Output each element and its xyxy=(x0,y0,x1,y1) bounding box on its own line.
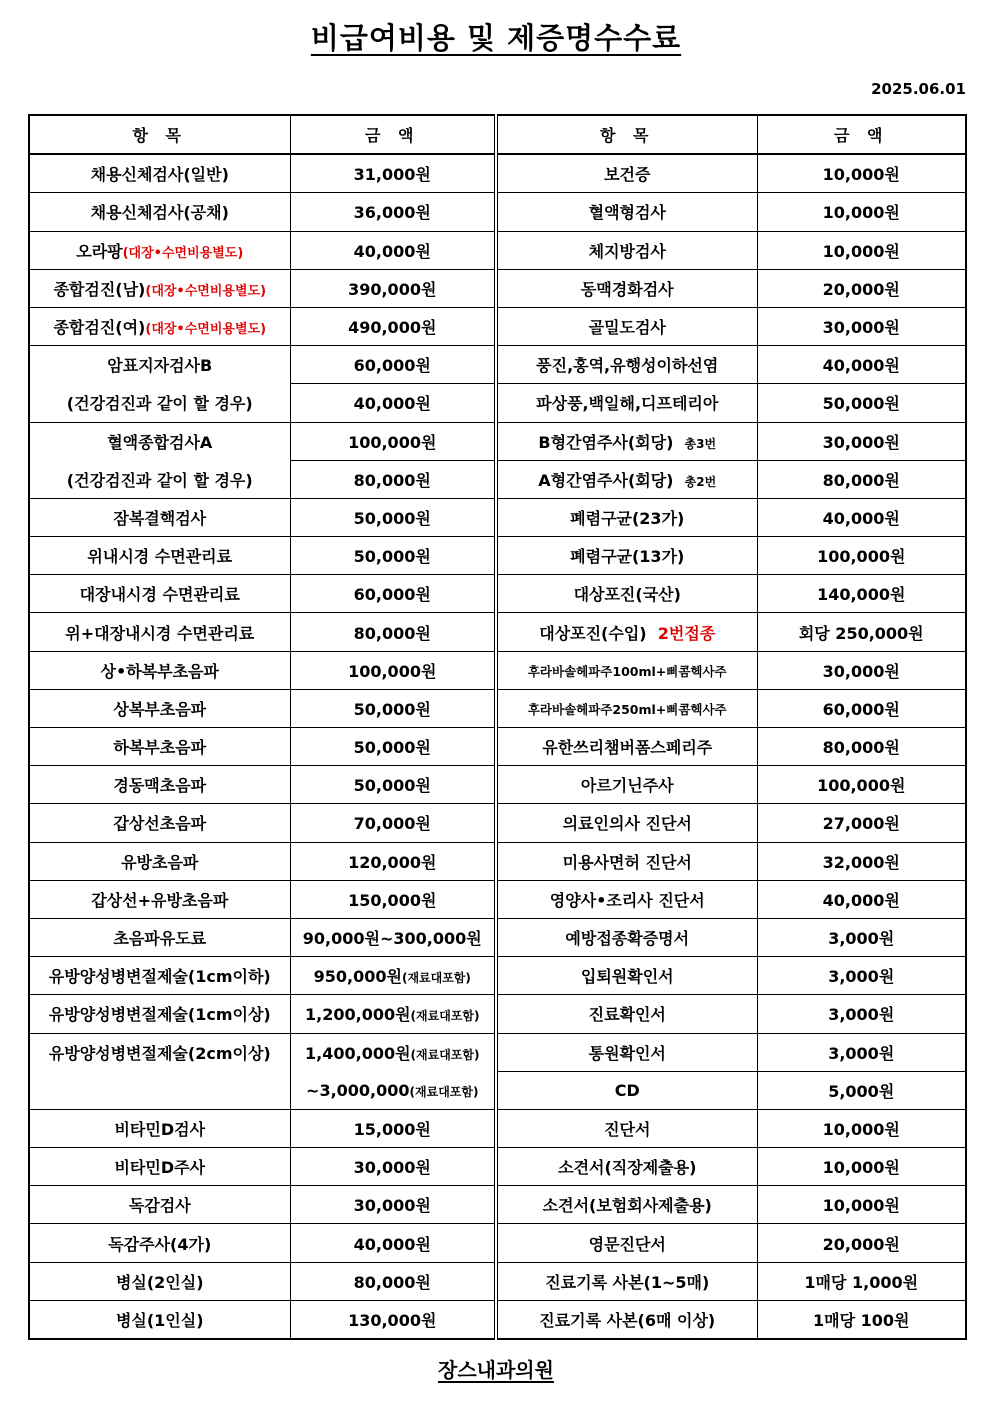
table-row xyxy=(29,575,966,613)
left-item-label: 상•하복부초음파 xyxy=(100,661,219,681)
left-amount-value: 40,000원 xyxy=(353,241,431,261)
right-amount-cell xyxy=(757,880,966,918)
left-amount-value: 130,000원 xyxy=(348,1310,437,1330)
right-item-cell xyxy=(496,880,757,918)
right-item-cell xyxy=(496,307,757,345)
right-item-label: 영양사•조리사 진단서 xyxy=(549,890,705,910)
right-amount-value: 10,000원 xyxy=(822,1119,900,1139)
left-item-label: 비타민D주사 xyxy=(114,1158,206,1178)
table-row xyxy=(29,880,966,918)
left-item-cell xyxy=(29,804,290,842)
left-amount-cell xyxy=(290,1186,496,1224)
table-row xyxy=(29,766,966,804)
right-amount-value: 100,000원 xyxy=(817,547,906,567)
left-amount-cell xyxy=(290,880,496,918)
left-amount-value: 950,000원 xyxy=(313,967,402,987)
right-item-label: 진단서 xyxy=(604,1119,651,1139)
right-item-cell xyxy=(496,498,757,536)
table-row xyxy=(29,460,966,498)
left-amount-value: 50,000원 xyxy=(353,738,431,758)
right-item-cell xyxy=(496,689,757,727)
right-amount-value: 80,000원 xyxy=(822,738,900,758)
table-row xyxy=(29,804,966,842)
left-item-cell xyxy=(29,728,290,766)
left-item-label: 병실(2인실) xyxy=(115,1272,204,1292)
right-item-label: 진료기록 사본(6매 이상) xyxy=(539,1310,716,1330)
left-amount-value: 490,000원 xyxy=(348,318,437,338)
left-amount-cell xyxy=(290,689,496,727)
left-item-label: 비타민D검사 xyxy=(114,1119,206,1139)
left-item-cell xyxy=(29,498,290,536)
left-item-cell xyxy=(29,1300,290,1339)
right-amount-value: 80,000원 xyxy=(822,470,900,490)
left-item-cell xyxy=(29,880,290,918)
left-item-label: 경동맥초음파 xyxy=(113,776,207,796)
fee-table xyxy=(28,114,967,1340)
right-amount-value: 40,000원 xyxy=(822,890,900,910)
left-amount-value: 60,000원 xyxy=(353,585,431,605)
left-item-cell xyxy=(29,154,290,193)
left-item-cell xyxy=(29,422,290,460)
left-amount-value: 90,000원~300,000원 xyxy=(302,929,482,949)
left-item-label: 오라팡 xyxy=(76,241,123,261)
left-amount-value: 30,000원 xyxy=(353,1158,431,1178)
left-amount-cell xyxy=(290,231,496,269)
right-amount-cell xyxy=(757,1109,966,1147)
left-item-cell xyxy=(29,957,290,995)
right-amount-cell xyxy=(757,1148,966,1186)
left-amount-value: 40,000원 xyxy=(353,1234,431,1254)
right-item-label: 혈액형검사 xyxy=(588,203,666,223)
left-amount-cell xyxy=(290,804,496,842)
right-item-cell xyxy=(496,384,757,422)
right-amount-cell xyxy=(757,995,966,1033)
left-item-label: 유방양성병변절제술(2cm이상) xyxy=(48,1043,271,1063)
right-item-label: 입퇴원확인서 xyxy=(580,967,674,987)
right-item-cell xyxy=(496,1300,757,1339)
left-amount-cell xyxy=(290,995,496,1033)
right-amount-value: 3,000원 xyxy=(828,967,895,987)
left-item-label: 유방양성병변절제술(1cm이하) xyxy=(48,967,271,987)
table-row xyxy=(29,1300,966,1339)
left-item-cell xyxy=(29,1186,290,1224)
left-amount-cell xyxy=(290,1224,496,1262)
right-amount-value: 5,000원 xyxy=(828,1081,895,1101)
table-row xyxy=(29,422,966,460)
left-item-label: 암표지자검사B xyxy=(107,356,213,376)
right-item-label: 후라바솔헤파주100ml+삐콤헥사주 xyxy=(527,663,727,679)
right-amount-value: 1매당 1,000원 xyxy=(804,1272,919,1292)
right-amount-cell xyxy=(757,346,966,384)
left-item-label: 혈액종합검사A xyxy=(107,432,213,452)
table-row xyxy=(29,689,966,727)
right-item-label: 동맥경화검사 xyxy=(580,279,674,299)
right-amount-cell xyxy=(757,918,966,956)
right-amount-value: 60,000원 xyxy=(822,699,900,719)
left-item-label: 채용신체검사(일반) xyxy=(90,165,229,185)
left-item-note: (대장•수면비용별도) xyxy=(145,283,267,299)
left-amount-cell xyxy=(290,154,496,193)
left-item-cell xyxy=(29,766,290,804)
right-amount-value: 100,000원 xyxy=(817,776,906,796)
right-item-label: 폐렴구균(23가) xyxy=(570,508,685,528)
left-item-label: 초음파유도료 xyxy=(113,929,207,949)
left-item-label: 유방초음파 xyxy=(121,852,199,872)
left-amount-cell xyxy=(290,498,496,536)
table-row xyxy=(29,1148,966,1186)
header-item-right: 항 목 xyxy=(496,115,757,154)
left-amount-value: 100,000원 xyxy=(348,661,437,681)
right-amount-value: 30,000원 xyxy=(822,318,900,338)
left-item-label: 상복부초음파 xyxy=(113,699,207,719)
left-item-cell xyxy=(29,1262,290,1300)
right-amount-cell xyxy=(757,384,966,422)
left-amount-value: 80,000원 xyxy=(353,623,431,643)
right-item-label: 후라바솔헤파주250ml+삐콤헥사주 xyxy=(527,701,727,717)
left-item-label: 잠복결핵검사 xyxy=(113,508,207,528)
left-amount-cell xyxy=(290,842,496,880)
left-item-label: (건강검진과 같이 할 경우) xyxy=(66,470,253,490)
right-amount-value: 40,000원 xyxy=(822,508,900,528)
right-amount-value: 20,000원 xyxy=(822,1234,900,1254)
right-item-note: 총3번 xyxy=(684,436,717,451)
table-row xyxy=(29,842,966,880)
right-amount-cell xyxy=(757,1033,966,1071)
right-amount-value: 3,000원 xyxy=(828,929,895,949)
left-item-cell xyxy=(29,193,290,231)
left-amount-value: 60,000원 xyxy=(353,356,431,376)
left-amount-cell xyxy=(290,613,496,651)
left-amount-cell xyxy=(290,918,496,956)
right-amount-cell xyxy=(757,422,966,460)
left-amount-value: 120,000원 xyxy=(348,852,437,872)
left-amount-cell xyxy=(290,1262,496,1300)
right-amount-cell xyxy=(757,154,966,193)
left-item-cell xyxy=(29,651,290,689)
right-item-label: 파상풍,백일해,디프테리아 xyxy=(536,394,719,414)
left-amount-value: 30,000원 xyxy=(353,1196,431,1216)
right-item-cell xyxy=(496,804,757,842)
left-item-label: 유방양성병변절제술(1cm이상) xyxy=(48,1005,271,1025)
right-item-cell xyxy=(496,575,757,613)
left-amount-note: (재료대포함) xyxy=(410,1047,480,1062)
left-amount-note: (재료대포함) xyxy=(409,1084,479,1099)
right-amount-cell xyxy=(757,231,966,269)
left-item-cell xyxy=(29,460,290,498)
right-amount-cell xyxy=(757,651,966,689)
table-row xyxy=(29,918,966,956)
table-row xyxy=(29,1224,966,1262)
table-row xyxy=(29,1262,966,1300)
table-row xyxy=(29,537,966,575)
left-amount-value: 80,000원 xyxy=(353,470,431,490)
left-amount-cell xyxy=(290,346,496,384)
right-amount-cell xyxy=(757,957,966,995)
right-amount-cell xyxy=(757,575,966,613)
right-item-note: 2번접종 xyxy=(657,623,716,643)
header-amount-right: 금 액 xyxy=(757,115,966,154)
left-item-label: 독감검사 xyxy=(128,1196,191,1216)
right-item-label: A형간염주사(회당) xyxy=(538,470,674,490)
right-item-cell xyxy=(496,193,757,231)
left-amount-cell xyxy=(290,384,496,422)
header-amount-left: 금 액 xyxy=(290,115,496,154)
left-item-label: 채용신체검사(공채) xyxy=(90,203,229,223)
right-amount-value: 30,000원 xyxy=(822,661,900,681)
left-item-cell xyxy=(29,384,290,422)
right-item-label: B형간염주사(회당) xyxy=(538,432,674,452)
table-row xyxy=(29,1071,966,1109)
left-amount-cell xyxy=(290,193,496,231)
left-amount-cell xyxy=(290,651,496,689)
left-item-cell xyxy=(29,537,290,575)
left-amount-cell xyxy=(290,1033,496,1071)
left-amount-value: 50,000원 xyxy=(353,699,431,719)
left-item-cell xyxy=(29,1109,290,1147)
table-header-row xyxy=(29,115,966,154)
left-amount-value: 1,200,000원 xyxy=(305,1005,411,1025)
left-amount-value: 50,000원 xyxy=(353,547,431,567)
right-amount-cell xyxy=(757,728,966,766)
right-item-cell xyxy=(496,231,757,269)
right-amount-cell xyxy=(757,1262,966,1300)
right-item-label: 진료확인서 xyxy=(588,1005,666,1025)
right-amount-value: 10,000원 xyxy=(822,241,900,261)
left-item-cell xyxy=(29,1071,290,1109)
left-amount-value: 1,400,000원 xyxy=(305,1043,411,1063)
table-row xyxy=(29,231,966,269)
left-amount-cell xyxy=(290,1071,496,1109)
right-item-cell xyxy=(496,1186,757,1224)
right-amount-cell xyxy=(757,1186,966,1224)
table-row xyxy=(29,269,966,307)
left-item-cell xyxy=(29,1224,290,1262)
left-amount-cell xyxy=(290,269,496,307)
right-amount-cell xyxy=(757,269,966,307)
left-item-label: 갑상선+유방초음파 xyxy=(91,890,229,910)
left-amount-cell xyxy=(290,728,496,766)
right-item-cell xyxy=(496,1033,757,1071)
right-amount-cell xyxy=(757,1071,966,1109)
left-amount-cell xyxy=(290,1148,496,1186)
right-amount-cell xyxy=(757,460,966,498)
right-item-cell xyxy=(496,1109,757,1147)
right-item-label: 소견서(직장제출용) xyxy=(558,1158,697,1178)
header-item-left: 항 목 xyxy=(29,115,290,154)
right-amount-cell xyxy=(757,804,966,842)
right-item-label: 대상포진(수입) xyxy=(539,623,647,643)
table-row xyxy=(29,995,966,1033)
table-row xyxy=(29,384,966,422)
right-amount-value: 3,000원 xyxy=(828,1005,895,1025)
right-item-cell xyxy=(496,613,757,651)
right-item-label: 아르기닌주사 xyxy=(580,776,674,796)
left-amount-note: (재료대포함) xyxy=(401,971,471,986)
left-amount-value: 36,000원 xyxy=(353,203,431,223)
table-row xyxy=(29,957,966,995)
right-amount-value: 40,000원 xyxy=(822,356,900,376)
right-item-cell xyxy=(496,422,757,460)
right-item-cell xyxy=(496,957,757,995)
right-item-label: 의료인의사 진단서 xyxy=(562,814,692,834)
left-amount-value: 80,000원 xyxy=(353,1272,431,1292)
left-item-label: 종합검진(여) xyxy=(53,318,146,338)
right-amount-value: 20,000원 xyxy=(822,279,900,299)
right-item-label: 골밀도검사 xyxy=(588,318,666,338)
left-item-label: 병실(1인실) xyxy=(115,1310,204,1330)
left-amount-cell xyxy=(290,1300,496,1339)
right-item-label: 예방접종확증명서 xyxy=(565,929,690,949)
right-item-label: 영문진단서 xyxy=(588,1234,666,1254)
left-item-label: 갑상선초음파 xyxy=(113,814,207,834)
right-item-cell xyxy=(496,651,757,689)
left-item-label: 대장내시경 수면관리료 xyxy=(79,585,240,605)
right-amount-value: 10,000원 xyxy=(822,1158,900,1178)
right-amount-value: 140,000원 xyxy=(817,585,906,605)
left-amount-value: 15,000원 xyxy=(353,1119,431,1139)
right-amount-cell xyxy=(757,842,966,880)
left-item-cell xyxy=(29,231,290,269)
table-row xyxy=(29,498,966,536)
right-item-cell xyxy=(496,346,757,384)
right-item-note: 총2번 xyxy=(684,474,717,489)
left-item-note: (대장•수면비용별도) xyxy=(122,245,244,261)
right-amount-value: 1매당 100원 xyxy=(813,1310,910,1330)
right-amount-value: 27,000원 xyxy=(822,814,900,834)
table-row xyxy=(29,651,966,689)
right-amount-cell xyxy=(757,613,966,651)
left-amount-note: (재료대포함) xyxy=(410,1009,480,1024)
right-item-cell xyxy=(496,766,757,804)
right-item-cell xyxy=(496,728,757,766)
title-text: 비급여비용 및 제증명수수료 xyxy=(310,21,682,55)
right-item-cell xyxy=(496,1224,757,1262)
right-item-label: 보건증 xyxy=(604,165,651,185)
left-amount-value: ~3,000,000 xyxy=(306,1080,410,1100)
right-item-label: 대상포진(국산) xyxy=(573,585,681,605)
right-item-label: CD xyxy=(614,1080,640,1100)
right-item-label: 미용사면허 진단서 xyxy=(562,852,692,872)
right-item-cell xyxy=(496,537,757,575)
left-item-label: 하복부초음파 xyxy=(113,738,207,758)
left-amount-cell xyxy=(290,766,496,804)
table-row xyxy=(29,154,966,193)
right-amount-value: 10,000원 xyxy=(822,165,900,185)
left-amount-value: 50,000원 xyxy=(353,508,431,528)
page-title xyxy=(0,16,992,57)
left-item-cell xyxy=(29,307,290,345)
left-amount-value: 31,000원 xyxy=(353,165,431,185)
right-item-label: 체지방검사 xyxy=(588,241,666,261)
right-amount-cell xyxy=(757,1300,966,1339)
right-amount-cell xyxy=(757,537,966,575)
table-row xyxy=(29,307,966,345)
left-item-label: 종합검진(남) xyxy=(53,279,146,299)
table-row xyxy=(29,346,966,384)
footer-text: 장스내과의원 xyxy=(438,1358,554,1382)
right-item-label: 진료기록 사본(1~5매) xyxy=(545,1272,710,1292)
left-amount-cell xyxy=(290,1109,496,1147)
left-item-cell xyxy=(29,269,290,307)
left-amount-value: 50,000원 xyxy=(353,776,431,796)
left-item-cell xyxy=(29,918,290,956)
right-item-cell xyxy=(496,460,757,498)
right-amount-value: 32,000원 xyxy=(822,852,900,872)
right-item-cell xyxy=(496,269,757,307)
left-amount-value: 390,000원 xyxy=(348,279,437,299)
right-item-cell xyxy=(496,918,757,956)
left-amount-cell xyxy=(290,537,496,575)
left-item-cell xyxy=(29,689,290,727)
right-amount-cell xyxy=(757,193,966,231)
table-row xyxy=(29,613,966,651)
right-amount-value: 회당 250,000원 xyxy=(798,623,924,643)
left-item-cell xyxy=(29,575,290,613)
right-amount-value: 10,000원 xyxy=(822,1196,900,1216)
right-item-label: 유한쓰리챔버폼스페리주 xyxy=(542,738,713,758)
right-amount-cell xyxy=(757,307,966,345)
right-amount-value: 3,000원 xyxy=(828,1043,895,1063)
right-item-label: 소견서(보험회사제출용) xyxy=(542,1196,712,1216)
left-item-note: (대장•수면비용별도) xyxy=(145,322,267,338)
left-amount-cell xyxy=(290,460,496,498)
right-item-label: 폐렴구균(13가) xyxy=(570,547,685,567)
right-item-label: 풍진,홍역,유행성이하선염 xyxy=(536,356,719,376)
table-row xyxy=(29,1033,966,1071)
right-amount-cell xyxy=(757,498,966,536)
table-row xyxy=(29,728,966,766)
left-item-label: 독감주사(4가) xyxy=(108,1234,212,1254)
left-amount-cell xyxy=(290,422,496,460)
right-item-cell xyxy=(496,1148,757,1186)
left-item-label: 위+대장내시경 수면관리료 xyxy=(65,623,255,643)
left-amount-value: 40,000원 xyxy=(353,394,431,414)
left-item-cell xyxy=(29,1148,290,1186)
right-item-cell xyxy=(496,1262,757,1300)
right-item-label: 통원확인서 xyxy=(588,1043,666,1063)
right-amount-value: 30,000원 xyxy=(822,432,900,452)
left-item-cell xyxy=(29,346,290,384)
right-amount-value: 10,000원 xyxy=(822,203,900,223)
left-amount-value: 70,000원 xyxy=(353,814,431,834)
right-amount-cell xyxy=(757,689,966,727)
left-amount-value: 150,000원 xyxy=(348,890,437,910)
table-row xyxy=(29,193,966,231)
right-item-cell xyxy=(496,154,757,193)
right-item-cell xyxy=(496,842,757,880)
left-item-cell xyxy=(29,1033,290,1071)
table-row xyxy=(29,1109,966,1147)
clinic-name xyxy=(0,1354,992,1383)
table-row xyxy=(29,1186,966,1224)
left-amount-cell xyxy=(290,575,496,613)
right-amount-value: 50,000원 xyxy=(822,394,900,414)
left-item-label: (건강검진과 같이 할 경우) xyxy=(66,394,253,414)
right-item-cell xyxy=(496,995,757,1033)
left-item-cell xyxy=(29,613,290,651)
left-amount-cell xyxy=(290,957,496,995)
right-amount-cell xyxy=(757,1224,966,1262)
right-item-cell xyxy=(496,1071,757,1109)
left-amount-cell xyxy=(290,307,496,345)
effective-date: 2025.06.01 xyxy=(871,80,966,98)
left-item-label: 위내시경 수면관리료 xyxy=(87,547,233,567)
left-item-cell xyxy=(29,995,290,1033)
left-item-cell xyxy=(29,842,290,880)
left-amount-value: 100,000원 xyxy=(348,432,437,452)
right-amount-cell xyxy=(757,766,966,804)
